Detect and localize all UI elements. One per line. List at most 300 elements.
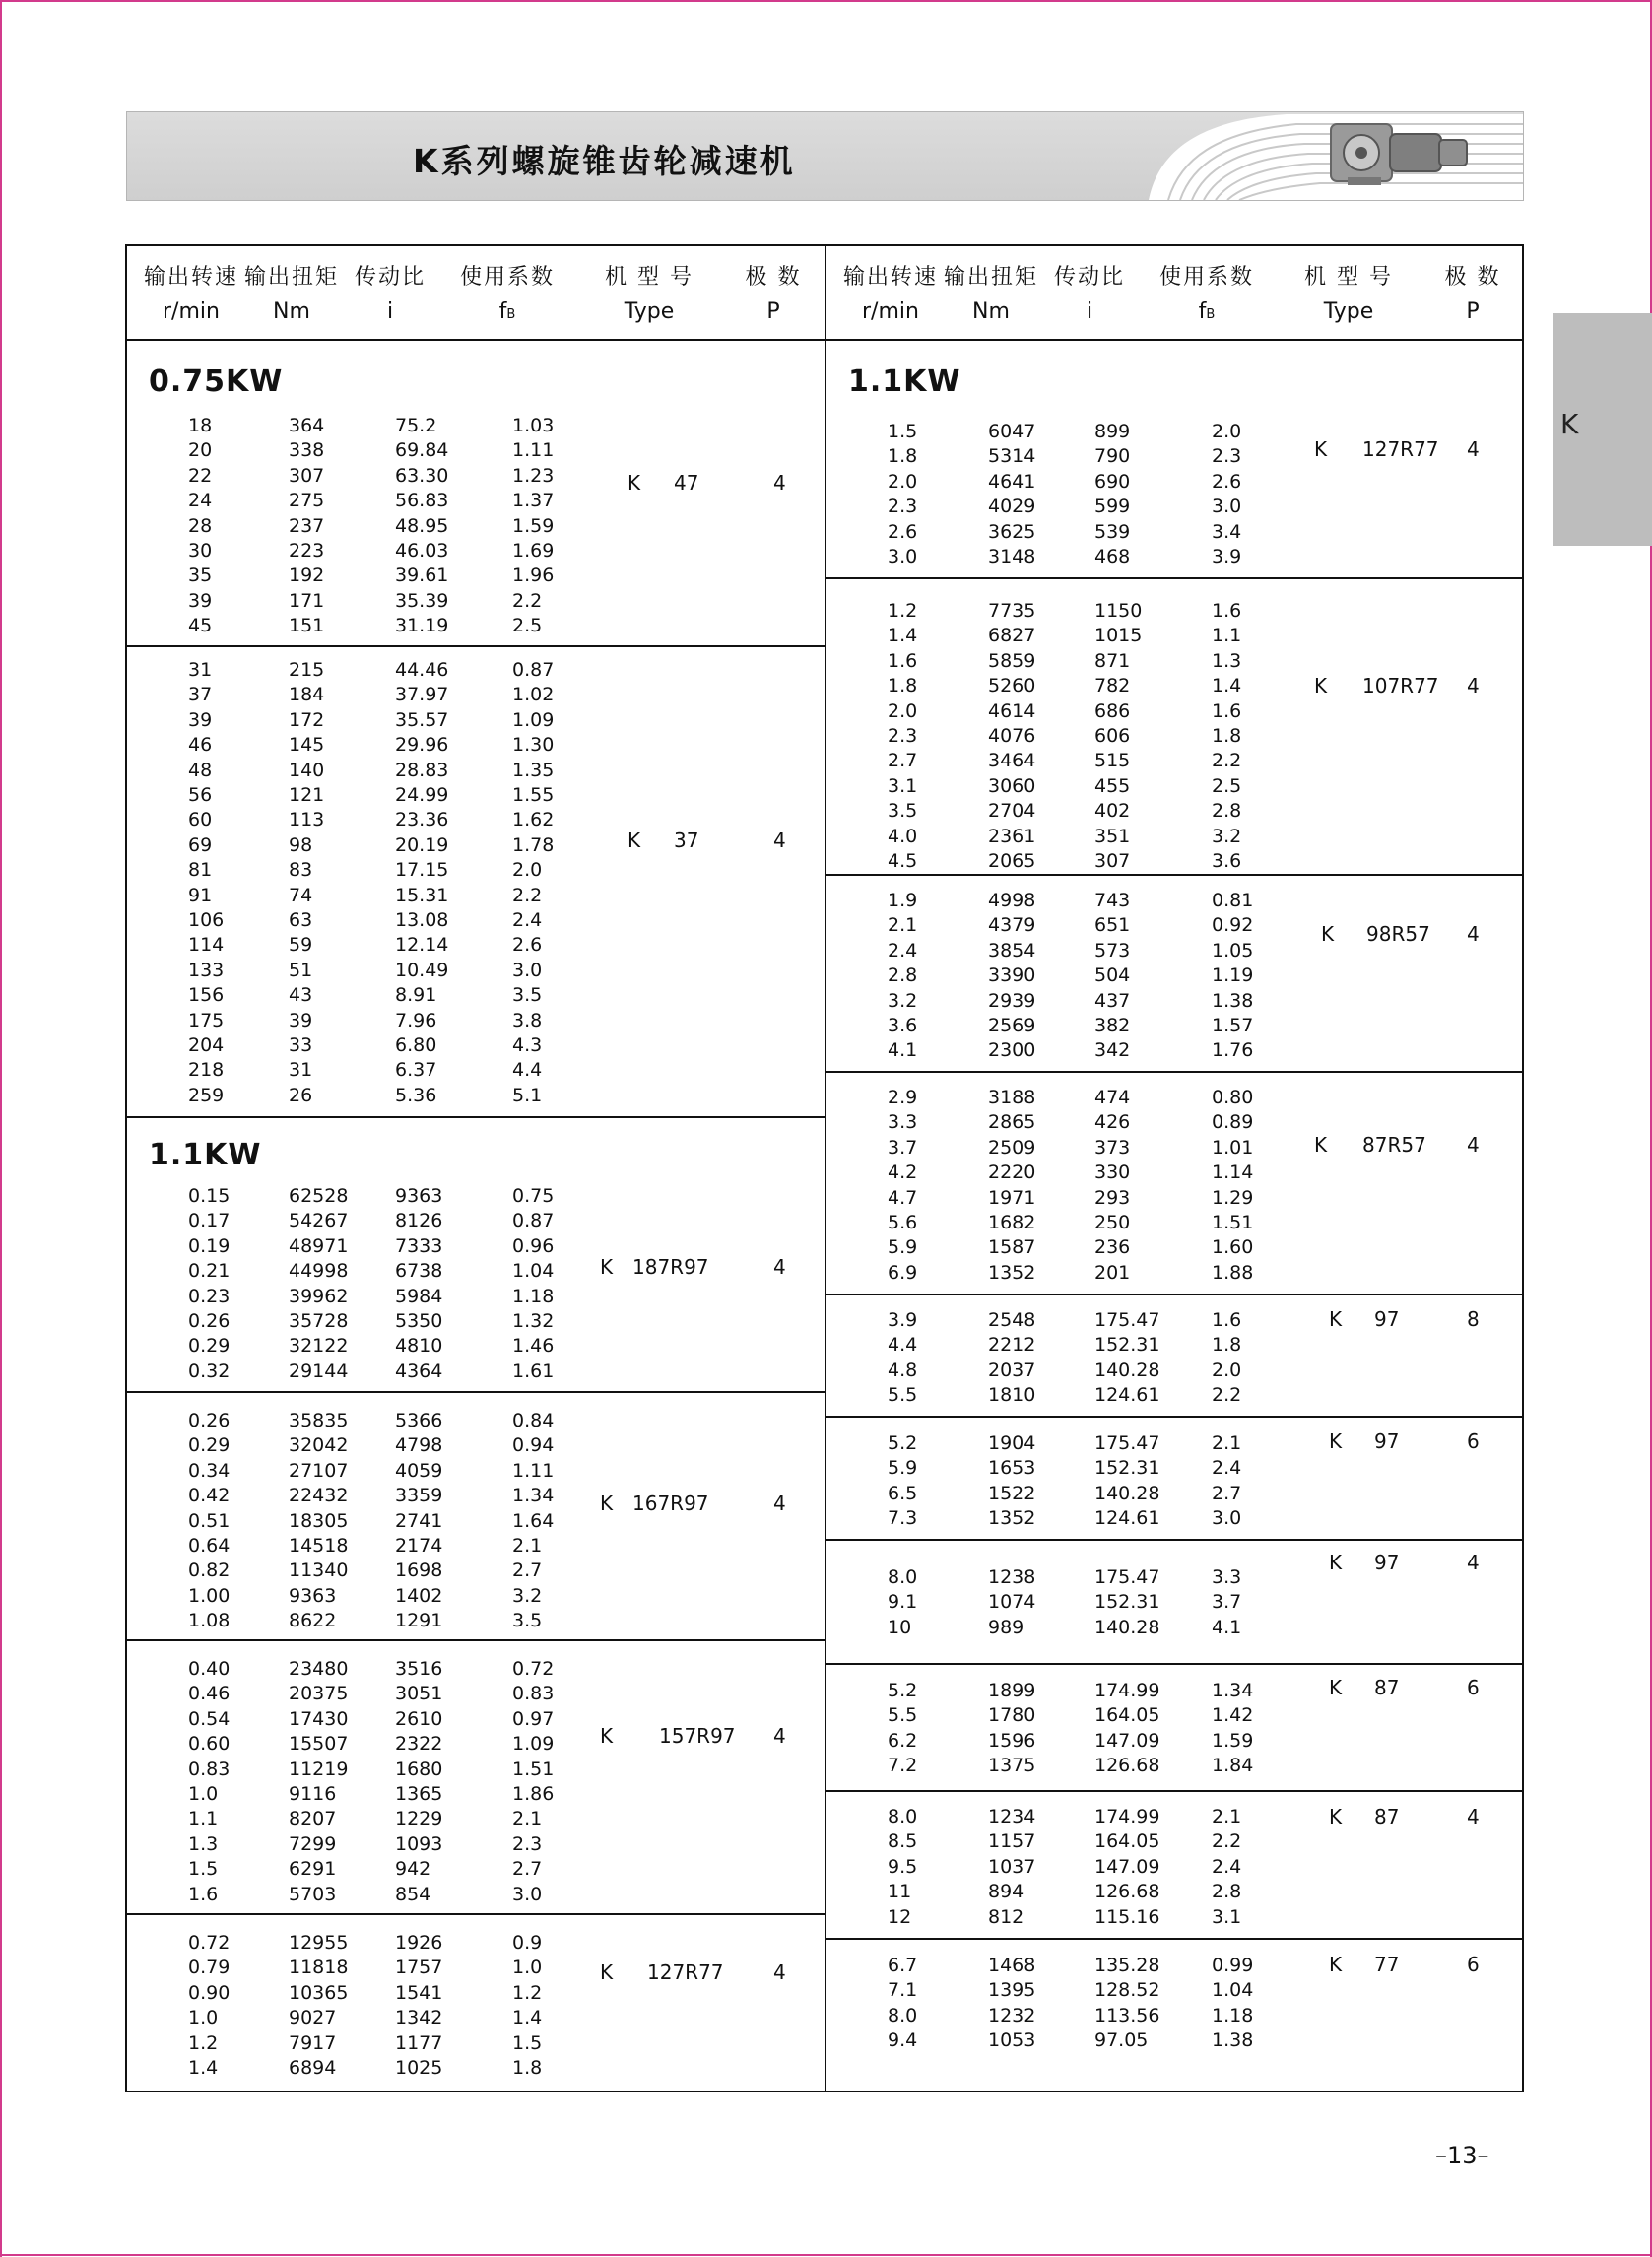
ratio-cell: 468 (1094, 546, 1131, 567)
service-factor-cell: 1.18 (1212, 2004, 1254, 2026)
service-factor-cell: 2.0 (512, 859, 543, 882)
output-speed-cell: 1.6 (888, 649, 918, 672)
output-speed-cell: 7.2 (888, 1755, 918, 1777)
output-speed-cell: 4.0 (888, 825, 918, 847)
table-row (127, 1334, 825, 1359)
output-torque-cell: 8207 (289, 1808, 337, 1830)
pole-count: 4 (1467, 674, 1480, 697)
service-factor-cell: 1.84 (1212, 1755, 1254, 1777)
service-factor-cell: 3.0 (1212, 496, 1242, 518)
ratio-cell: 8.91 (395, 984, 437, 1007)
ratio-cell: 5.36 (395, 1084, 437, 1106)
column-unit: Type (624, 299, 675, 324)
column-unit: i (386, 299, 394, 324)
output-torque-cell: 9027 (289, 2007, 337, 2029)
output-torque-cell: 33 (289, 1034, 313, 1056)
table-row (127, 908, 825, 933)
output-torque-cell: 7735 (988, 600, 1036, 622)
output-speed-cell: 1.5 (888, 421, 918, 442)
ratio-cell: 135.28 (1094, 1955, 1160, 1976)
service-factor-cell: 1.4 (1212, 675, 1242, 697)
output-speed-cell: 2.0 (888, 699, 918, 722)
output-torque-cell: 2361 (988, 825, 1036, 847)
ratio-cell: 4810 (395, 1335, 443, 1358)
service-factor-cell: 1.11 (512, 1459, 555, 1482)
output-torque-cell: 171 (289, 589, 325, 612)
table-row (127, 1433, 825, 1458)
ratio-cell: 56.83 (395, 490, 449, 512)
column-unit: Nm (972, 299, 1010, 324)
table-row (826, 774, 1524, 799)
column-unit: P (1466, 299, 1480, 324)
output-torque-cell: 31 (289, 1059, 313, 1082)
output-speed-cell: 39 (188, 708, 213, 731)
table-row (826, 1261, 1524, 1286)
output-torque-cell: 1899 (988, 1680, 1036, 1701)
service-factor-cell: 3.6 (1212, 850, 1242, 872)
output-speed-cell: 1.0 (188, 1783, 219, 1805)
service-factor-cell: 1.34 (1212, 1680, 1254, 1701)
output-torque-cell: 26 (289, 1084, 313, 1106)
ratio-cell: 293 (1094, 1186, 1131, 1209)
output-speed-cell: 114 (188, 934, 225, 957)
pole-count: 4 (1467, 1805, 1480, 1828)
output-speed-cell: 12 (888, 1905, 912, 1928)
column-header-cn: 使用系数 (1158, 265, 1254, 290)
table-row (127, 539, 825, 564)
model-series: K (600, 1960, 614, 1984)
ratio-cell: 782 (1094, 675, 1131, 697)
output-torque-cell: 3148 (988, 546, 1036, 567)
ratio-cell: 5366 (395, 1410, 443, 1431)
model-series: K (1314, 1133, 1328, 1157)
output-torque-cell: 1596 (988, 1729, 1036, 1752)
output-speed-cell: 0.64 (188, 1535, 231, 1557)
output-speed-cell: 6.2 (888, 1729, 918, 1752)
pole-count: 4 (773, 1255, 786, 1279)
output-speed-cell: 8.0 (888, 1566, 918, 1588)
model-number: 97 (1374, 1551, 1400, 1574)
table-row (127, 1682, 825, 1706)
ratio-cell: 790 (1094, 445, 1131, 468)
output-torque-cell: 2704 (988, 800, 1036, 823)
column-unit: r/min (163, 299, 220, 324)
output-speed-cell: 1.4 (888, 625, 918, 647)
service-factor-cell: 3.7 (1212, 1591, 1242, 1614)
output-speed-cell: 8.0 (888, 1806, 918, 1827)
output-speed-cell: 5.2 (888, 1680, 918, 1701)
output-torque-cell: 172 (289, 708, 325, 731)
ratio-cell: 10.49 (395, 959, 449, 981)
table-row (826, 1679, 1524, 1703)
table-row (826, 1805, 1524, 1829)
table-row (127, 614, 825, 638)
output-speed-cell: 2.1 (888, 914, 918, 937)
ratio-cell: 1402 (395, 1584, 443, 1607)
ratio-cell: 147.09 (1094, 1855, 1160, 1878)
table-row (127, 658, 825, 683)
table-row (127, 983, 825, 1008)
output-speed-cell: 0.51 (188, 1509, 231, 1532)
ratio-cell: 455 (1094, 774, 1131, 797)
ratio-cell: 1757 (395, 1957, 443, 1979)
service-factor-cell: 3.8 (512, 1009, 543, 1031)
table-row (127, 1309, 825, 1334)
service-factor-cell: 3.0 (512, 959, 543, 981)
output-torque-cell: 7917 (289, 2031, 337, 2054)
output-speed-cell: 3.9 (888, 1309, 918, 1331)
model-series: K (1329, 1805, 1343, 1828)
ratio-cell: 75.2 (395, 415, 437, 436)
output-torque-cell: 1468 (988, 1955, 1036, 1976)
service-factor-cell: 1.86 (512, 1783, 555, 1805)
output-speed-cell: 0.42 (188, 1485, 231, 1507)
table-row (127, 1033, 825, 1058)
service-factor-cell: 2.2 (512, 589, 543, 612)
output-speed-cell: 56 (188, 784, 213, 806)
output-speed-cell: 1.1 (188, 1808, 219, 1830)
table-row (826, 1086, 1524, 1110)
group-divider (127, 1116, 825, 1118)
group-divider (127, 1391, 825, 1393)
ratio-cell: 152.31 (1094, 1334, 1160, 1357)
table-row (127, 489, 825, 513)
power-section-title: 1.1KW (848, 365, 961, 399)
output-torque-cell: 989 (988, 1616, 1024, 1638)
service-factor-cell: 3.2 (512, 1584, 543, 1607)
output-speed-cell: 24 (188, 490, 213, 512)
column-header-cn: 传动比 (354, 265, 426, 290)
output-torque-cell: 27107 (289, 1459, 349, 1482)
ratio-cell: 6.80 (395, 1034, 437, 1056)
output-speed-cell: 0.82 (188, 1560, 231, 1582)
table-row (127, 1234, 825, 1259)
output-torque-cell: 1238 (988, 1566, 1036, 1588)
service-factor-cell: 0.92 (1212, 914, 1254, 937)
ratio-cell: 201 (1094, 1261, 1131, 1284)
service-factor-cell: 3.9 (1212, 546, 1242, 567)
output-speed-cell: 156 (188, 984, 225, 1007)
output-speed-cell: 0.40 (188, 1658, 231, 1680)
service-factor-cell: 1.51 (512, 1758, 555, 1780)
ratio-cell: 3051 (395, 1683, 443, 1705)
model-number: 47 (674, 471, 699, 495)
ratio-cell: 175.47 (1094, 1309, 1160, 1331)
output-torque-cell: 98 (289, 833, 313, 856)
output-torque-cell: 11340 (289, 1560, 349, 1582)
ratio-cell: 854 (395, 1883, 431, 1905)
table-row (826, 1038, 1524, 1063)
model-series: K (1314, 437, 1328, 461)
output-speed-cell: 1.4 (188, 2057, 219, 2079)
service-factor-cell: 1.51 (1212, 1212, 1254, 1233)
model-series: K (1329, 1307, 1343, 1331)
ratio-cell: 12.14 (395, 934, 449, 957)
output-torque-cell: 44998 (289, 1260, 349, 1283)
table-row (127, 808, 825, 832)
output-speed-cell: 37 (188, 684, 213, 706)
ratio-cell: 351 (1094, 825, 1131, 847)
table-row (127, 1832, 825, 1857)
ratio-cell: 686 (1094, 699, 1131, 722)
output-torque-cell: 1653 (988, 1457, 1036, 1480)
output-torque-cell: 3060 (988, 774, 1036, 797)
ratio-cell: 1541 (395, 1981, 443, 2004)
output-speed-cell: 5.2 (888, 1432, 918, 1454)
service-factor-cell: 5.1 (512, 1084, 543, 1106)
column-header-cn: 输出扭矩 (243, 265, 339, 290)
table-row (127, 1981, 825, 2006)
ratio-cell: 3516 (395, 1658, 443, 1680)
output-speed-cell: 45 (188, 615, 213, 637)
group-divider (826, 1294, 1524, 1295)
output-speed-cell: 2.7 (888, 750, 918, 772)
output-torque-cell: 11219 (289, 1758, 349, 1780)
output-speed-cell: 0.54 (188, 1707, 231, 1730)
output-torque-cell: 62528 (289, 1185, 349, 1207)
model-number: 167R97 (632, 1492, 709, 1515)
output-torque-cell: 1587 (988, 1236, 1036, 1259)
ratio-cell: 174.99 (1094, 1806, 1160, 1827)
service-factor-cell: 0.83 (512, 1683, 555, 1705)
output-torque-cell: 6291 (289, 1858, 337, 1881)
model-series: K (1329, 1953, 1343, 1976)
output-torque-cell: 6047 (988, 421, 1036, 442)
model-number: 97 (1374, 1307, 1400, 1331)
output-speed-cell: 48 (188, 759, 213, 781)
ratio-cell: 1291 (395, 1610, 443, 1632)
ratio-cell: 8126 (395, 1210, 443, 1232)
service-factor-cell: 1.78 (512, 833, 555, 856)
output-speed-cell: 46 (188, 734, 213, 757)
output-speed-cell: 10 (888, 1616, 912, 1638)
ratio-cell: 23.36 (395, 809, 449, 831)
column-header-cn: 输出扭矩 (943, 265, 1038, 290)
output-torque-cell: 12955 (289, 1932, 349, 1954)
pole-count: 4 (773, 471, 786, 495)
output-speed-cell: 0.34 (188, 1459, 231, 1482)
table-row (127, 1285, 825, 1309)
ratio-cell: 2610 (395, 1707, 443, 1730)
ratio-cell: 4059 (395, 1459, 443, 1482)
ratio-cell: 899 (1094, 421, 1131, 442)
model-number: 127R77 (1362, 437, 1439, 461)
ratio-cell: 1150 (1094, 600, 1143, 622)
service-factor-cell: 1.38 (1212, 989, 1254, 1012)
ratio-cell: 373 (1094, 1136, 1131, 1159)
model-number: 107R77 (1362, 674, 1439, 697)
ratio-cell: 124.61 (1094, 1384, 1160, 1407)
output-speed-cell: 1.8 (888, 675, 918, 697)
output-torque-cell: 32042 (289, 1434, 349, 1457)
output-speed-cell: 4.8 (888, 1359, 918, 1381)
model-series: K (1329, 1551, 1343, 1574)
group-divider (826, 1790, 1524, 1792)
table-row (127, 438, 825, 463)
service-factor-cell: 2.2 (1212, 750, 1242, 772)
table-row (826, 470, 1524, 495)
table-row (127, 564, 825, 588)
ratio-cell: 9363 (395, 1185, 443, 1207)
output-speed-cell: 0.19 (188, 1234, 231, 1257)
output-speed-cell: 1.0 (188, 2007, 219, 2029)
table-row (127, 1209, 825, 1233)
output-torque-cell: 1074 (988, 1591, 1036, 1614)
output-torque-cell: 22432 (289, 1485, 349, 1507)
ratio-cell: 29.96 (395, 734, 449, 757)
output-speed-cell: 1.08 (188, 1610, 231, 1632)
ratio-cell: 426 (1094, 1111, 1131, 1134)
table-row (127, 2031, 825, 2056)
service-factor-cell: 1.60 (1212, 1236, 1254, 1259)
output-speed-cell: 1.8 (888, 445, 918, 468)
table-row (127, 589, 825, 614)
table-row (127, 1883, 825, 1907)
ratio-cell: 236 (1094, 1236, 1131, 1259)
output-speed-cell: 3.0 (888, 546, 918, 567)
output-torque-cell: 54267 (289, 1210, 349, 1232)
output-torque-cell: 74 (289, 884, 313, 906)
service-factor-cell: 1.6 (1212, 1309, 1242, 1331)
output-torque-cell: 18305 (289, 1509, 349, 1532)
service-factor-cell: 2.4 (1212, 1855, 1242, 1878)
column-header-cn: 机 型 号 (605, 265, 694, 290)
output-torque-cell: 2509 (988, 1136, 1036, 1159)
ratio-cell: 942 (395, 1858, 431, 1881)
table-row (826, 1754, 1524, 1778)
ratio-cell: 31.19 (395, 615, 449, 637)
section-tab-label: K (1560, 408, 1579, 440)
output-speed-cell: 1.9 (888, 890, 918, 911)
ratio-cell: 606 (1094, 725, 1131, 747)
service-factor-cell: 1.37 (512, 490, 555, 512)
ratio-cell: 20.19 (395, 833, 449, 856)
output-torque-cell: 215 (289, 659, 325, 681)
output-torque-cell: 2065 (988, 850, 1036, 872)
service-factor-cell: 1.42 (1212, 1704, 1254, 1727)
table-row (127, 733, 825, 758)
ratio-cell: 140.28 (1094, 1482, 1160, 1504)
output-torque-cell: 3188 (988, 1087, 1036, 1108)
service-factor-cell: 1.59 (512, 514, 555, 537)
ratio-cell: 147.09 (1094, 1729, 1160, 1752)
output-speed-cell: 3.3 (888, 1111, 918, 1134)
output-torque-cell: 2220 (988, 1162, 1036, 1184)
ratio-cell: 1365 (395, 1783, 443, 1805)
ratio-cell: 39.61 (395, 564, 449, 587)
table-row (826, 1905, 1524, 1930)
ratio-cell: 4364 (395, 1360, 443, 1382)
service-factor-cell: 1.8 (1212, 1334, 1242, 1357)
service-factor-cell: 0.87 (512, 1210, 555, 1232)
table-row (826, 1110, 1524, 1135)
service-factor-cell: 0.75 (512, 1185, 555, 1207)
output-torque-cell: 32122 (289, 1335, 349, 1358)
ratio-cell: 28.83 (395, 759, 449, 781)
table-row (127, 1758, 825, 1782)
column-header-cn: 机 型 号 (1304, 265, 1393, 290)
output-speed-cell: 7.3 (888, 1507, 918, 1530)
service-factor-cell: 2.3 (1212, 445, 1242, 468)
ratio-cell: 164.05 (1094, 1830, 1160, 1853)
output-speed-cell: 91 (188, 884, 213, 906)
ratio-cell: 2741 (395, 1509, 443, 1532)
output-torque-cell: 145 (289, 734, 325, 757)
model-number: 157R97 (659, 1724, 736, 1748)
service-factor-cell: 3.2 (1212, 825, 1242, 847)
ratio-cell: 7333 (395, 1234, 443, 1257)
model-series: K (628, 471, 641, 495)
service-factor-cell: 2.1 (1212, 1806, 1242, 1827)
service-factor-cell: 1.14 (1212, 1162, 1254, 1184)
output-speed-cell: 6.9 (888, 1261, 918, 1284)
table-row (127, 708, 825, 733)
model-number: 37 (674, 829, 699, 852)
output-speed-cell: 1.6 (188, 1883, 219, 1905)
model-number: 77 (1374, 1953, 1400, 1976)
pole-count: 4 (773, 1492, 786, 1515)
table-row (826, 963, 1524, 988)
table-row (127, 1084, 825, 1108)
service-factor-cell: 3.0 (512, 1883, 543, 1905)
table-row (127, 783, 825, 808)
table-row (826, 1383, 1524, 1408)
output-speed-cell: 5.9 (888, 1457, 918, 1480)
ratio-cell: 4798 (395, 1434, 443, 1457)
output-torque-cell: 338 (289, 439, 325, 462)
service-factor-cell: 2.0 (1212, 1359, 1242, 1381)
ratio-cell: 6.37 (395, 1059, 437, 1082)
output-speed-cell: 31 (188, 659, 213, 681)
ratio-cell: 37.97 (395, 684, 449, 706)
output-speed-cell: 1.3 (188, 1832, 219, 1855)
table-row (826, 989, 1524, 1014)
service-factor-cell: 1.8 (1212, 725, 1242, 747)
ratio-cell: 124.61 (1094, 1507, 1160, 1530)
output-torque-cell: 1234 (988, 1806, 1036, 1827)
table-row (826, 1616, 1524, 1640)
output-speed-cell: 30 (188, 540, 213, 562)
table-row (826, 1729, 1524, 1754)
output-torque-cell: 1780 (988, 1704, 1036, 1727)
output-speed-cell: 5.5 (888, 1704, 918, 1727)
table-row (127, 1459, 825, 1484)
table-row (826, 889, 1524, 913)
ratio-cell: 69.84 (395, 439, 449, 462)
output-torque-cell: 83 (289, 859, 313, 882)
output-speed-cell: 2.6 (888, 520, 918, 543)
service-factor-cell: 1.03 (512, 415, 555, 436)
table-row (826, 2004, 1524, 2028)
output-torque-cell: 4641 (988, 470, 1036, 493)
table-row (826, 1359, 1524, 1383)
service-factor-cell: 1.59 (1212, 1729, 1254, 1752)
ratio-cell: 174.99 (1094, 1680, 1160, 1701)
output-speed-cell: 4.5 (888, 850, 918, 872)
ratio-cell: 330 (1094, 1162, 1131, 1184)
output-torque-cell: 1037 (988, 1855, 1036, 1878)
table-row (826, 825, 1524, 849)
ratio-cell: 97.05 (1094, 2029, 1149, 2052)
ratio-cell: 307 (1094, 850, 1131, 872)
output-speed-cell: 2.4 (888, 939, 918, 962)
table-row (127, 1259, 825, 1284)
table-row (127, 1058, 825, 1083)
service-factor-cell: 1.76 (1212, 1039, 1254, 1062)
output-speed-cell: 0.60 (188, 1733, 231, 1756)
output-speed-cell: 0.32 (188, 1360, 231, 1382)
table-row (127, 514, 825, 539)
